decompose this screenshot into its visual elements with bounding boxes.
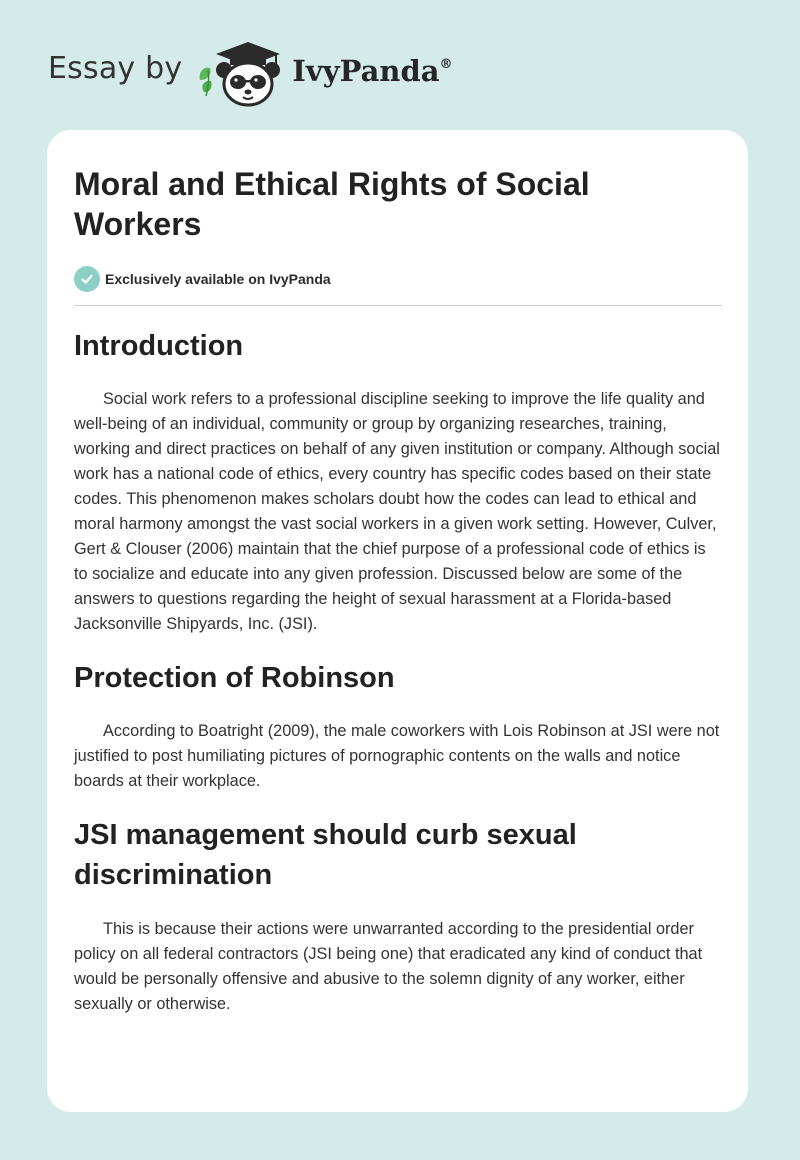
essay-by-label: Essay by — [48, 50, 183, 86]
check-icon — [74, 266, 100, 292]
exclusive-badge-label: Exclusively available on IvyPanda — [105, 271, 331, 287]
section-heading-introduction: Introduction — [74, 330, 244, 362]
section-paragraph-protection-of-robinson: According to Boatright (2009), the male coworkers with Lois Robinson at JSI were not justified to post humiliating pictures of pornographic contents on the walls and notice boards at their workplace. — [74, 722, 720, 790]
essay-title: Moral and Ethical Rights of Social Workers — [74, 166, 590, 242]
section-paragraph-introduction: Social work refers to a professional discipline seeking to improve the life quality and well-being of an individual, community or group by organizing researches, training, working and direct practices on behalf of any given institution or company. Although social work has a national code of ethics, every country has specific codes based on their state codes. This phenomenon makes scholars doubt how the codes can lead to ethical and moral harmony amongst the vast social workers in a given work setting. However, Culver, Gert & Clouser (2006) maintain that the chief purpose of a professional code of ethics is to socialize and educate into any given profession. Discussed below are some of the answers to questions regarding the height of sexual harassment at a Florida-based Jacksonville Shipyards, Inc. (JSI). — [74, 390, 720, 633]
brand-label: IvyPanda — [292, 54, 440, 88]
section-heading-jsi-management: JSI management should curb sexual discrimination — [74, 819, 577, 891]
section-paragraph-jsi-management: This is because their actions were unwarranted according to the presidential order policy on all federal contractors (JSI being one) that eradicated any kind of conduct that would be personally offensive and abusive to the solemn dignity of any worker, either sexually or otherwise. — [74, 920, 703, 1013]
essay-content — [74, 164, 722, 1017]
title-divider — [74, 305, 722, 306]
site-header — [48, 36, 453, 108]
section-heading-protection-of-robinson: Protection of Robinson — [74, 662, 395, 694]
brand-name[interactable] — [292, 54, 452, 88]
exclusive-badge — [74, 266, 722, 292]
panda-graduate-logo-icon[interactable] — [196, 36, 288, 108]
registered-mark: ® — [439, 57, 453, 73]
essay-card — [47, 130, 748, 1112]
